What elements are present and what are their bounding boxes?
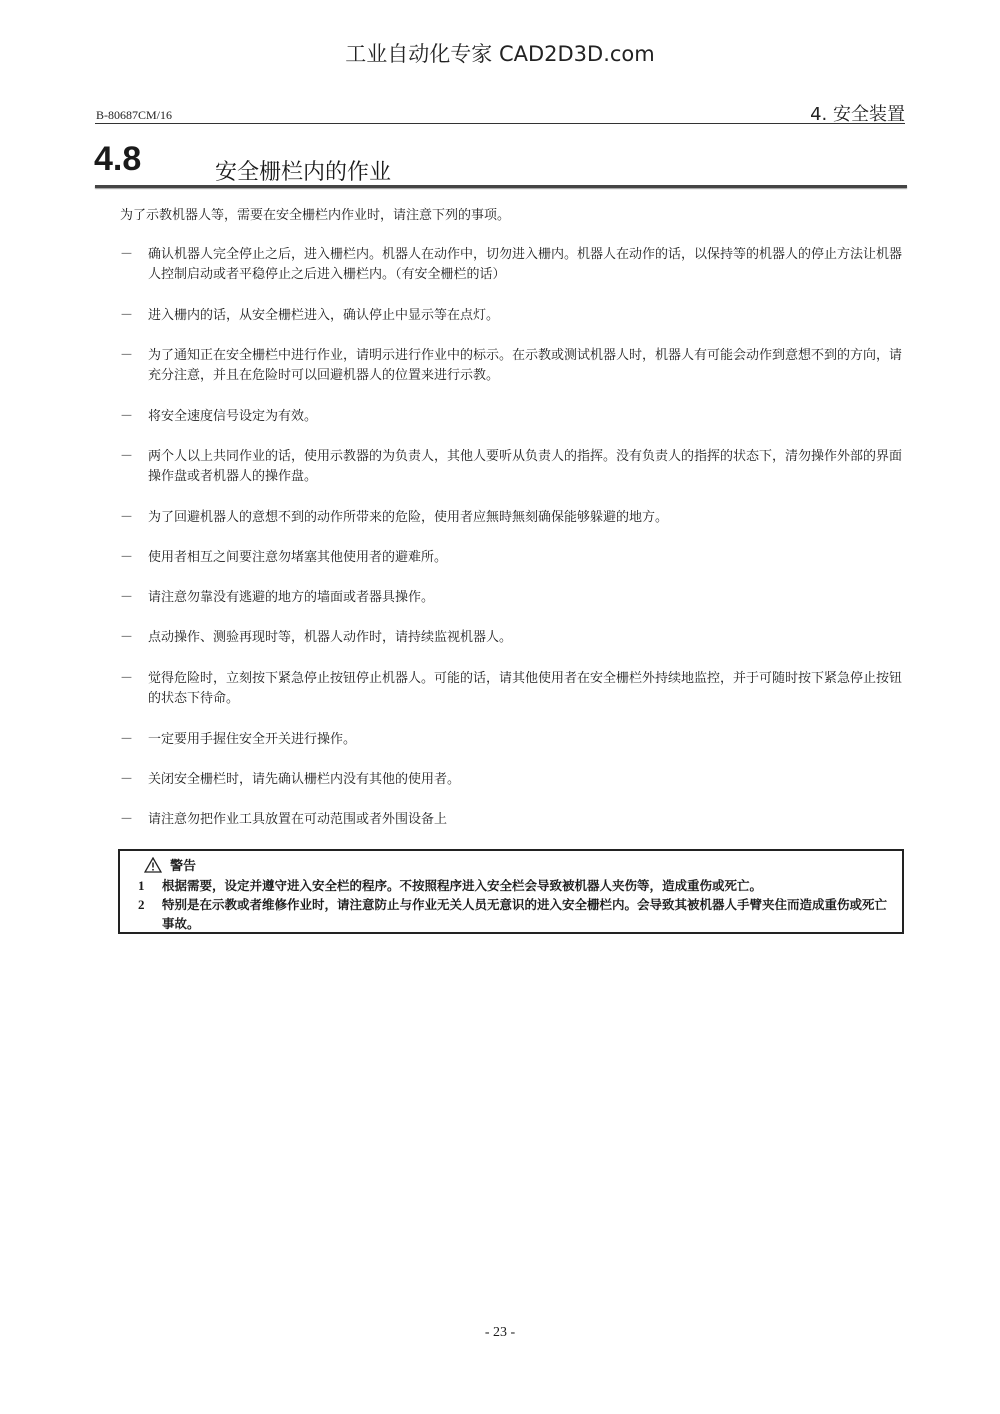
page-number: - 23 - — [484, 1325, 516, 1340]
list-item-text: 使用者相互之间要注意勿堵塞其他使用者的避难所。 — [148, 550, 448, 565]
list-item — [120, 628, 910, 648]
bullet-dash: － — [120, 409, 134, 424]
list-item-text: 觉得危险时，立刻按下紧急停止按钮停止机器人。可能的话，请其他使用者在安全栅栏外持续地监控，并于可随时按下紧急停止按钮的状态下待命。 — [148, 671, 903, 706]
warning-header — [144, 855, 196, 874]
warning-label: 警告 — [170, 859, 197, 874]
list-item — [120, 346, 910, 386]
chapter-heading: 4. 安全装置 — [810, 104, 905, 125]
bullet-dash: － — [120, 732, 134, 747]
list-item — [120, 588, 910, 608]
warning-item-text: 根据需要，设定并遵守进入安全栏的程序。不按照程序进入安全栏会导致被机器人夹伤等，造成重伤或死亡。 — [162, 878, 763, 893]
bullet-dash: － — [120, 308, 134, 323]
bullet-dash: － — [120, 348, 134, 363]
bullet-dash: － — [120, 247, 134, 262]
intro-paragraph: 为了示教机器人等，需要在安全栅栏内作业时，请注意下列的事项。 — [120, 208, 511, 223]
list-item — [120, 548, 910, 568]
section-rule — [95, 185, 907, 188]
list-item — [120, 306, 910, 326]
section-number: 4.8 — [94, 140, 142, 178]
list-item — [120, 770, 910, 790]
list-item — [120, 245, 910, 285]
watermark-text: 工业自动化专家 CAD2D3D.com — [345, 42, 655, 66]
list-item — [120, 407, 910, 427]
list-item-text: 两个人以上共同作业的话，使用示教器的为负责人，其他人要听从负责人的指挥。没有负责人的指挥的状态下，清勿操作外部的界面操作盘或者机器人的操作盘。 — [148, 449, 903, 484]
list-item-text: 进入栅内的话，从安全栅栏进入，确认停止中显示等在点灯。 — [148, 308, 500, 323]
bullet-dash: － — [120, 630, 134, 645]
list-item-text: 确认机器人完全停止之后，进入栅栏内。机器人在动作中，切勿进入栅内。机器人在动作的话，以保持等的机器人的停止方法让机器人控制启动或者平稳停止之后进入栅栏内。（有安全栅栏的话） — [148, 247, 903, 282]
list-item-text: 点动操作、测验再现时等，机器人动作时，请持续监视机器人。 — [148, 630, 513, 645]
warning-item-number: 2 — [138, 897, 145, 912]
bullet-dash: － — [120, 590, 134, 605]
document-code: B-80687CM/16 — [96, 108, 173, 122]
warning-triangle-icon — [144, 857, 162, 873]
bullet-dash: － — [120, 550, 134, 565]
list-item-text: 关闭安全栅栏时，请先确认栅栏内没有其他的使用者。 — [148, 772, 461, 787]
list-item-text: 请注意勿靠没有逃避的地方的墙面或者器具操作。 — [148, 590, 435, 605]
list-item — [120, 447, 910, 487]
list-item — [120, 508, 910, 528]
section-title: 安全栅栏内的作业 — [215, 160, 392, 185]
bullet-dash: － — [120, 772, 134, 787]
list-item-text: 一定要用手握住安全开关进行操作。 — [148, 732, 357, 747]
warning-item-text: 特别是在示教或者维修作业时，请注意防止与作业无关人员无意识的进入安全栅栏内。会导致其被机器人手臂夹住而造成重伤或死亡事故。 — [162, 897, 888, 931]
warning-box — [118, 849, 904, 934]
warning-item — [138, 895, 898, 933]
bullet-dash: － — [120, 671, 134, 686]
bullet-dash: － — [120, 812, 134, 827]
list-item — [120, 669, 910, 709]
list-item-text: 为了回避机器人的意想不到的动作所带来的危险，使用者应無時無刻确保能够躲避的地方。 — [148, 510, 669, 525]
list-item — [120, 730, 910, 750]
bullet-dash: － — [120, 449, 134, 464]
header-rule — [95, 123, 905, 124]
bullet-dash: － — [120, 510, 134, 525]
warning-item — [138, 876, 898, 895]
list-item-text: 请注意勿把作业工具放置在可动范围或者外围设备上 — [148, 812, 448, 827]
list-item-text: 将安全速度信号设定为有效。 — [148, 409, 318, 424]
warning-item-number: 1 — [138, 878, 145, 893]
list-item-text: 为了通知正在安全栅栏中进行作业，请明示进行作业中的标示。在示教或测试机器人时，机器人有可能会动作到意想不到的方向，请充分注意，并且在危险时可以回避机器人的位置来进行示教。 — [148, 348, 903, 383]
list-item — [120, 810, 910, 830]
